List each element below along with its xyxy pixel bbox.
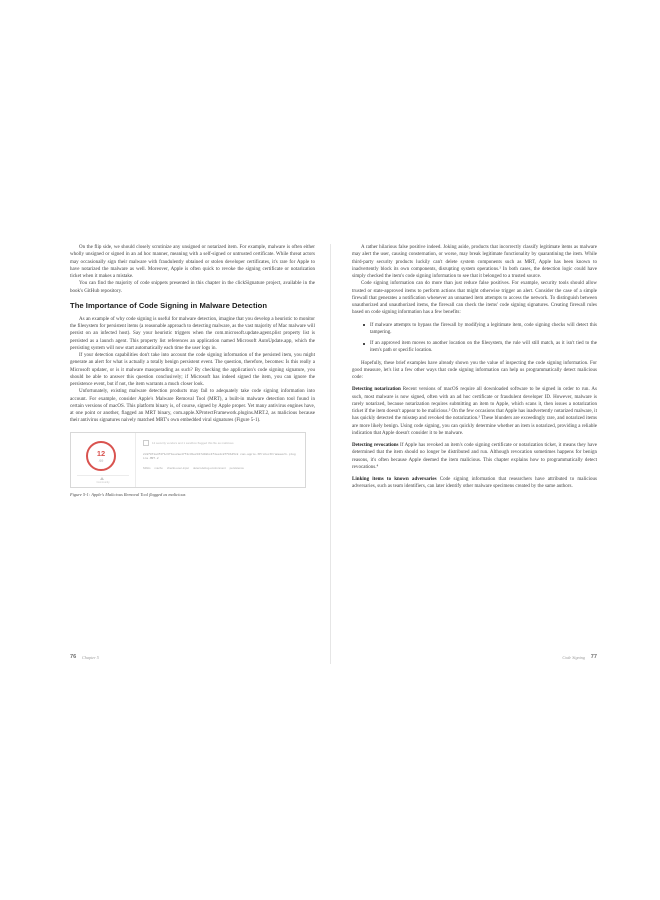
paragraph: If your detection capabilities don't take into account the code signing information of the persisted item, you might generate an alert for what is actually a totally benign persistent event. The question, therefore, becomes: Is this really a Microsoft updater, or is it malware masquerading as such? By checking the application's code signing signature, you should be able to answer this question conclusively; if Microsoft has indeed signed the item, you can ignore the persistence event, but if not, the item warrants a much closer look. — [70, 353, 315, 387]
tag: macho — [154, 465, 163, 470]
detection-total: /69 — [98, 458, 104, 463]
paragraph: A rather hilarious false positive indeed. Joking aside, products that incorrectly classify legitimate items as malware may alert the user, causing consternation, or worse, may break legitimate functionality by quarantining the item. While third-party security products luckily can't delete system components such as MRT, Apple has been known to inadvertently block its own components, disrupting system operations.¹ In both cases, the detection logic could have simply checked the item's code signing information to see that it belonged to a trusted source. — [352, 245, 597, 279]
paragraph: Code signing information can do more than just reduce false positives. For example, security tools should allow trusted or state-approved items to perform actions that might otherwise trigger an alert. Consider the case of a simple firewall that generates a notification whenever an unnamed item attempts to access the network. To distinguish between unauthorized and unauthorized items, the firewall can check the items' code signing signatures. Creating firewall rules based on code signing information has a few benefits: — [352, 281, 597, 316]
page-left-column — [70, 244, 315, 634]
detection-panel — [71, 433, 136, 487]
tag: persistence — [229, 465, 244, 470]
figure-screenshot — [70, 432, 306, 488]
paragraph: Hopefully, these brief examples have already shown you the value of inspecting the code signing information. For good measure, let's list a few other ways that code signing information can help us programmatically detect malicious code: — [352, 360, 597, 380]
definition-term: Detecting notarization — [352, 387, 401, 393]
paragraph: Unfortunately, existing malware detection products may fail to adequately take code signing information into account. For example, consider Apple's Malware Removal Tool (MRT), a built-in malware detection tool found in certain versions of macOS. This platform binary is, of course, signed by Apple proper. Yet many antivirus engines have, at one point or another, flagged an MRT binary, com.apple.XProtectFramework.plugins.MRT.2, as malicious because their antivirus signatures naively matched MRT's own embedded viral signatures (Figure 5-1). — [70, 389, 315, 424]
footer-right — [352, 654, 597, 664]
definition-text: Recent versions of macOS require all downloaded software to be signed in order to run. As such, most malware is now signed, often with an ad hoc certificate or fraudulent developer ID. However, malware is rarely notarized, because notarization requires submitting an item to Apple, which scans it, then issues a notarization ticket if the item doesn't appear to be malicious.² On the few occasions that Apple has inadvertently notarized malware, it has quickly detected the misstep and revoked the notarization.³ These blunders are exceedingly rare, and notarized items are more likely benign. Using code signing, you can quickly determine whether an item is notarized, providing a reliable indication that Apple doesn't consider it to be malware. — [352, 387, 597, 436]
detection-count: 12 — [96, 448, 106, 458]
definition-term: Detecting revocations — [352, 443, 399, 448]
community-score-label: Community — [96, 480, 110, 484]
page-right-column — [352, 244, 597, 634]
page-number: 76 — [70, 654, 77, 660]
malicious-banner — [143, 440, 297, 446]
list-item: If malware attempts to bypass the firewall by modifying a legitimate item, code signing checks will detect this tampering. — [364, 322, 597, 337]
tag: checks-user-input — [166, 465, 189, 470]
paragraph: You can find the majority of code snippets presented in this chapter in the clickSignature project, available in the book's GitHub repository. — [70, 281, 315, 294]
running-head: Chapter 5 — [82, 655, 99, 661]
file-hash: 2c8f071a4f2f1c6f4ee2ae47f4c3be2347d48bc4f4ee2c87f0b45c8 com.apple.XProtectFramework.plugins.MRT.2 — [143, 452, 296, 461]
page-right — [330, 244, 612, 664]
warning-icon — [143, 440, 149, 446]
list-item: If an approved item moves to another location on the filesystem, the rule will still match, as it isn't tied to the item's path or specific location. — [364, 340, 597, 355]
figure-caption-text: Apple's Malicious Removal Tool flagged as malicious — [91, 491, 186, 497]
tag-list — [143, 467, 297, 470]
figure-caption — [70, 492, 306, 498]
paragraph: As an example of why code signing is useful for malware detection, imagine that you develop a heuristic to monitor the filesystem for persistent items (a reasonable approach to detecting malware, as the vast majority of Mac malware will persist on an infected host). Say your heuristic triggers when the com.microsoft.update.agent.plist property list is persisted as a launch agent. This property list references an application named Microsoft AutoUpdate.app, which the persisting system will now start automatically each time the user logs in. — [70, 316, 315, 351]
definition-item — [352, 442, 597, 471]
page-left — [48, 244, 330, 664]
page-number: 77 — [590, 654, 597, 660]
community-score — [77, 475, 129, 486]
figure-number: Figure 5-1: — [70, 491, 91, 497]
tag: 64bits — [143, 465, 151, 470]
tag: detect-debug-environment — [192, 465, 226, 470]
paragraph: On the flip side, we should closely scrutinize any unsigned or notarized item. For example, malware is often either wholly unsigned or signed in an ad hoc manner, meaning with a self-signed or untrusted certificate. While threat actors may occasionally sign their malware with fraudulently obtained or stolen developer certificates, it's rare for Apple to have notarized the malware as well. Moreover, Apple is often quick to revoke the signing certificate or notarization ticket when it makes a mistake. — [70, 245, 315, 279]
definition-text: Code signing information that researchers have attributed to malicious adversaries, such as team identifiers, can later identify other malware specimens created by the same authors. — [352, 477, 597, 490]
detection-details — [135, 433, 305, 487]
benefit-list — [352, 322, 597, 355]
running-head: Code Signing — [562, 655, 585, 661]
malicious-banner-text: 12 security vendors and 1 sandbox flagged this file as malicious — [152, 440, 234, 445]
figure — [70, 432, 306, 498]
footer-left — [70, 654, 315, 664]
definition-item — [352, 476, 597, 491]
detection-gauge — [86, 441, 116, 471]
definition-term: Linking items to known adversaries — [352, 477, 437, 482]
section-heading: The Importance of Code Signing in Malware Detection — [70, 300, 268, 310]
definition-item — [352, 386, 597, 437]
definition-text: If Apple has revoked an item's code signing certificate or notarization ticket, it means they have determined that the item should no longer be distributed and run. Although revocation sometimes happens for benign reasons, it's often because Apple deemed the item malicious. This chapter explains how to programmatically detect revocations.⁴ — [352, 443, 597, 470]
